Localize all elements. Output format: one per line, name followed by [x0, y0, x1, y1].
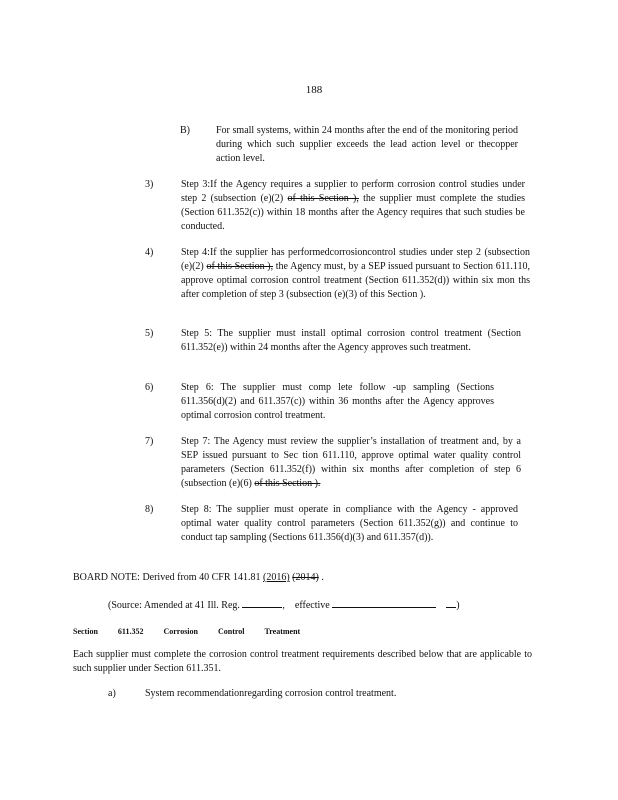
step-text: Step 3:If the Agency requires a supplier to perform corrosion control studies under step 2 (subsection (e)(2) of this Section ), the supplier must complete the studies (Section 611.352(c)) within 18 months after the Agency requires that such studies be conducted.	[181, 179, 526, 232]
section-heading: Section 611.352 Corrosion Control Treatment	[73, 627, 301, 636]
deleted-text: of this Section ),	[287, 193, 359, 204]
step-marker: 8)	[145, 504, 154, 515]
item-b-text: For small systems, within 24 months after the end of the monitoring period during which such supplier exceeds the lead action level or thecopper action level.	[216, 125, 518, 164]
deleted-text: (2014)	[292, 572, 319, 583]
step-marker: 5)	[145, 328, 154, 339]
deleted-text: of this Section ).	[254, 478, 321, 489]
added-text: (2016)	[263, 572, 290, 583]
step-marker: 7)	[145, 436, 154, 447]
source-line: (Source: Amended at 41 Ill. Reg. , effective )	[108, 597, 528, 613]
step-text: Step 4:If the supplier has performedcorrosioncontrol studies under step 2 (subsection (e)(2) of this Section ), the Agency must, by a SEP issued pursuant to Section 611.110, approve optimal corrosion control treatment (Section 611.352(d)) within six mon ths after completion of step 3 (subsection (e)(3) of this Section ).	[181, 247, 530, 300]
blank-line	[332, 597, 436, 608]
step-marker: 6)	[145, 382, 154, 393]
section-intro: Each supplier must complete the corrosion control treatment requirements described below that are applicable to such supplier under Section 611.351.	[73, 649, 532, 674]
blank-line	[446, 597, 456, 608]
step-marker: 3)	[145, 179, 154, 190]
item-b-marker: B)	[180, 125, 190, 136]
step-text: Step 5: The supplier must install optimal corrosion control treatment (Section 611.352(e)) within 24 months after the Agency approves such treatment.	[181, 328, 521, 353]
step-marker: 4)	[145, 247, 154, 258]
page-number: 188	[305, 84, 323, 96]
subsection-a-marker: a)	[108, 688, 116, 699]
step-text: Step 6: The supplier must comp lete follow -up sampling (Sections 611.356(d)(2) and 611.357(c)) within 36 months after the Agency approves optimal corrosion control treatment.	[181, 382, 494, 421]
subsection-a-text: System recommendationregarding corrosion control treatment.	[145, 688, 397, 699]
deleted-text: of this Section ),	[206, 261, 274, 272]
board-note: BOARD NOTE: Derived from 40 CFR 141.81 (2016) (2014) .	[73, 572, 324, 583]
step-text: Step 8: The supplier must operate in compliance with the Agency - approved optimal water quality control parameters (Section 611.352(g)) and continue to conduct tap sampling (Sections 611.356(d)(3) and 611.357(d)).	[181, 504, 518, 543]
blank-line	[242, 597, 282, 608]
step-text: Step 7: The Agency must review the supplier’s installation of treatment and, by a SEP issued pursuant to Sec tion 611.110, approve optimal water quality control parameters (Section 611.352(f)) within six months after completion of step 6 (subsection (e)(6) of this Section ).	[181, 436, 521, 489]
